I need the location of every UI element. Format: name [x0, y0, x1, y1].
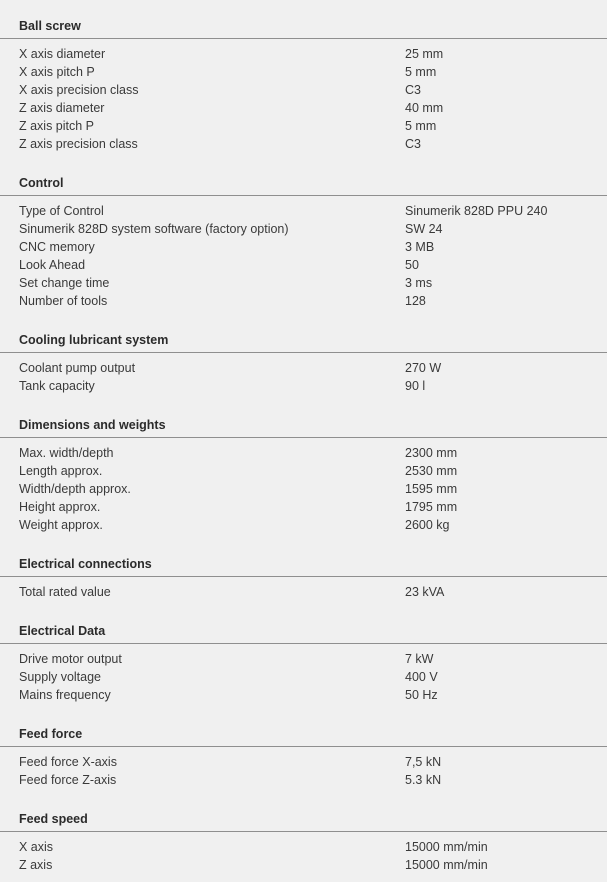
section-title: Ball screw: [0, 18, 607, 39]
spec-value: 90 l: [405, 379, 426, 393]
spec-label: CNC memory: [19, 240, 95, 254]
spec-rows: [0, 353, 607, 395]
spec-row: [0, 359, 607, 377]
spec-row: [0, 117, 607, 135]
section-title: Control: [0, 175, 607, 196]
spec-row: [0, 856, 607, 874]
spec-value: 400 V: [405, 670, 438, 684]
spec-row: [0, 650, 607, 668]
spec-value: 7,5 kN: [405, 755, 442, 769]
spec-section: [0, 811, 607, 874]
spec-label: X axis pitch P: [19, 65, 95, 79]
spec-label: Type of Control: [19, 204, 104, 218]
spec-label: Z axis diameter: [19, 101, 105, 115]
spec-section: [0, 18, 607, 153]
spec-rows: [0, 196, 607, 310]
spec-label: X axis diameter: [19, 47, 106, 61]
spec-label: Tank capacity: [19, 379, 95, 393]
spec-value: 25 mm: [405, 47, 444, 61]
spec-section: [0, 623, 607, 704]
spec-value: C3: [405, 137, 421, 151]
spec-label: Mains frequency: [19, 688, 111, 702]
spec-rows: [0, 644, 607, 704]
section-title: Feed speed: [0, 811, 607, 832]
spec-label: Supply voltage: [19, 670, 102, 684]
spec-section: [0, 726, 607, 789]
spec-value: 1795 mm: [405, 500, 458, 514]
spec-value: 2300 mm: [405, 446, 458, 460]
spec-row: [0, 45, 607, 63]
spec-value: 128: [405, 294, 426, 308]
spec-value: 40 mm: [405, 101, 444, 115]
spec-value: 50: [405, 258, 419, 272]
spec-value: SW 24: [405, 222, 443, 236]
spec-section: [0, 175, 607, 310]
spec-rows: [0, 747, 607, 789]
spec-row: [0, 292, 607, 310]
spec-label: Sinumerik 828D system software (factory option): [19, 222, 289, 236]
spec-row: [0, 99, 607, 117]
spec-label: Feed force X-axis: [19, 755, 117, 769]
spec-section: [0, 332, 607, 395]
spec-label: Drive motor output: [19, 652, 122, 666]
spec-rows: [0, 832, 607, 874]
spec-row: [0, 462, 607, 480]
spec-row: [0, 498, 607, 516]
spec-label: Number of tools: [19, 294, 108, 308]
spec-row: [0, 838, 607, 856]
spec-rows: [0, 577, 607, 601]
spec-row: [0, 771, 607, 789]
spec-value: 3 MB: [405, 240, 435, 254]
spec-value: 2530 mm: [405, 464, 458, 478]
spec-label: Weight approx.: [19, 518, 103, 532]
section-title: Electrical Data: [0, 623, 607, 644]
spec-label: Z axis: [19, 858, 53, 872]
spec-value: 3 ms: [405, 276, 433, 290]
spec-value: C3: [405, 83, 421, 97]
spec-value: Sinumerik 828D PPU 240: [405, 204, 548, 218]
spec-row: [0, 686, 607, 704]
spec-label: Look Ahead: [19, 258, 86, 272]
spec-value: 1595 mm: [405, 482, 458, 496]
spec-label: Set change time: [19, 276, 110, 290]
spec-row: [0, 256, 607, 274]
spec-value: 15000 mm/min: [405, 858, 488, 872]
spec-label: X axis precision class: [19, 83, 139, 97]
spec-section: [0, 556, 607, 601]
spec-label: Z axis pitch P: [19, 119, 95, 133]
spec-row: [0, 444, 607, 462]
section-title: Cooling lubricant system: [0, 332, 607, 353]
spec-row: [0, 668, 607, 686]
spec-row: [0, 63, 607, 81]
spec-row: [0, 81, 607, 99]
spec-row: [0, 274, 607, 292]
section-title: Electrical connections: [0, 556, 607, 577]
spec-label: Length approx.: [19, 464, 103, 478]
spec-label: Width/depth approx.: [19, 482, 131, 496]
spec-label: Z axis precision class: [19, 137, 138, 151]
spec-value: 5.3 kN: [405, 773, 442, 787]
spec-label: Coolant pump output: [19, 361, 136, 375]
spec-row: [0, 516, 607, 534]
spec-label: Feed force Z-axis: [19, 773, 117, 787]
spec-value: 2600 kg: [405, 518, 450, 532]
section-title: Dimensions and weights: [0, 417, 607, 438]
spec-row: [0, 377, 607, 395]
spec-value: 270 W: [405, 361, 442, 375]
spec-label: Total rated value: [19, 585, 111, 599]
spec-value: 50 Hz: [405, 688, 438, 702]
spec-rows: [0, 39, 607, 153]
spec-section: [0, 417, 607, 534]
spec-row: [0, 135, 607, 153]
spec-row: [0, 220, 607, 238]
spec-row: [0, 480, 607, 498]
spec-rows: [0, 438, 607, 534]
spec-value: 7 kW: [405, 652, 434, 666]
spec-value: 23 kVA: [405, 585, 445, 599]
spec-row: [0, 238, 607, 256]
spec-value: 5 mm: [405, 65, 437, 79]
spec-value: 5 mm: [405, 119, 437, 133]
spec-label: Max. width/depth: [19, 446, 114, 460]
spec-label: X axis: [19, 840, 54, 854]
spec-row: [0, 753, 607, 771]
spec-value: 15000 mm/min: [405, 840, 488, 854]
section-title: Feed force: [0, 726, 607, 747]
spec-label: Height approx.: [19, 500, 101, 514]
spec-row: [0, 583, 607, 601]
spec-row: [0, 202, 607, 220]
